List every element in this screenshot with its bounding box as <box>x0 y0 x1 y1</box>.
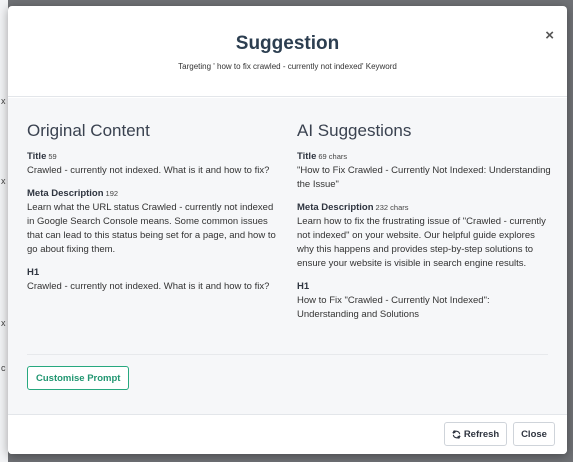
customise-prompt-button[interactable]: Customise Prompt <box>27 366 129 390</box>
close-button[interactable]: Close <box>513 422 555 446</box>
original-title-label <box>27 150 282 164</box>
ai-meta-count: 232 chars <box>375 203 409 212</box>
modal-body <box>8 98 567 415</box>
modal-footer <box>8 416 567 454</box>
field-label-text: Meta Description <box>27 188 104 199</box>
original-h1-value: Crawled - currently not indexed. What is it and how to fix? <box>27 281 270 292</box>
modal-subtitle: Targeting ' how to fix crawled - currently not indexed' Keyword <box>178 62 397 71</box>
original-title-count: 59 <box>48 152 57 161</box>
original-content-heading: Original Content <box>27 121 150 140</box>
refresh-label: Refresh <box>463 428 500 440</box>
background-fragment: x <box>1 318 6 328</box>
ai-title-count: 69 chars <box>318 152 348 161</box>
field-label-text: Title <box>27 151 47 162</box>
ai-title-label <box>297 150 552 164</box>
close-icon[interactable]: × <box>545 27 554 44</box>
original-meta-label <box>27 187 282 201</box>
suggestion-modal <box>8 6 567 454</box>
refresh-button[interactable] <box>444 422 507 446</box>
background-page-edge <box>0 0 8 462</box>
ai-h1-value: How to Fix "Crawled - Currently Not Indexed": Understanding and Solutions <box>297 295 490 320</box>
background-fragment: x <box>1 176 6 186</box>
ai-h1-label: H1 <box>297 281 310 292</box>
original-meta-value: Learn what the URL status Crawled - currently not indexed in Google Search Console means. Some common issues that can lead to this status being set for a page, and how to go about fixing them. <box>27 202 276 255</box>
body-divider <box>27 354 548 355</box>
ai-suggestions-heading: AI Suggestions <box>297 121 412 140</box>
modal-header <box>8 6 567 97</box>
background-fragment: c <box>1 363 6 373</box>
original-title-value: Crawled - currently not indexed. What is it and how to fix? <box>27 165 270 176</box>
ai-title-value: "How to Fix Crawled - Currently Not Indexed: Understanding the Issue" <box>297 165 551 190</box>
ai-suggestions-column <box>297 120 552 331</box>
modal-title: Suggestion <box>235 33 340 54</box>
field-label-text: Title <box>297 151 317 162</box>
original-h1-label: H1 <box>27 267 40 278</box>
ai-meta-value: Learn how to fix the frustrating issue of "Crawled - currently not indexed" on your website. Our helpful guide explores why this happens and provides step-by-step solutions to ensure your website is visible in search engine results. <box>297 216 546 269</box>
field-label-text: Meta Description <box>297 202 374 213</box>
original-content-column <box>27 120 282 303</box>
original-meta-count: 192 <box>105 189 119 198</box>
background-fragment: x <box>1 96 6 106</box>
refresh-icon <box>452 430 461 439</box>
ai-meta-label <box>297 201 552 215</box>
